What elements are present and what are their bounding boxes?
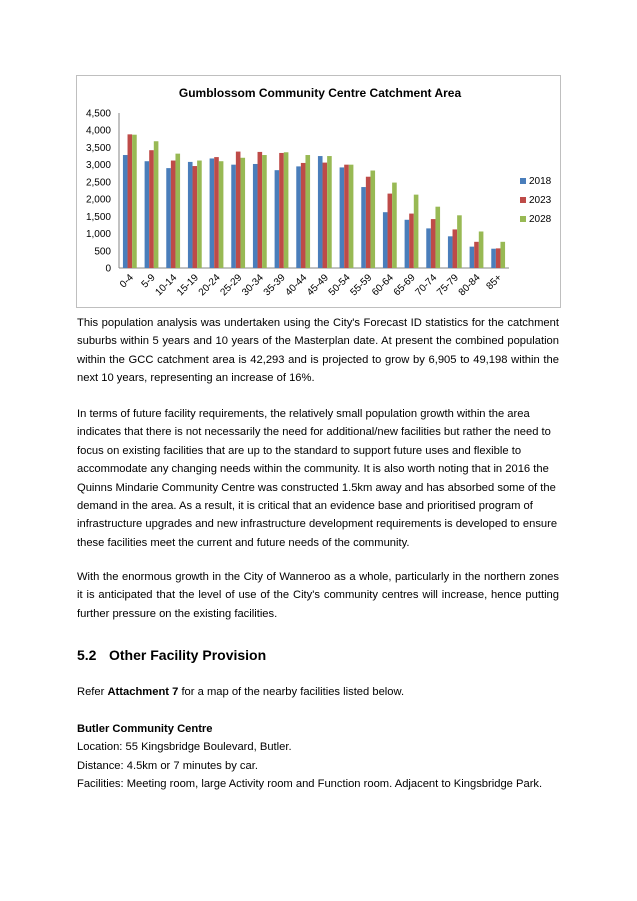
x-tick-label: 65-69	[391, 272, 418, 299]
bar	[154, 141, 159, 268]
paragraph-population-analysis: This population analysis was undertaken using the City's Forecast ID statistics for the catchment suburbs within 5 years and 10 years of the Masterplan date. At present the combined population within the GCC catchment area is 42,293 and is projected to grow by 6,905 to 49,198 within the next 10 years, representing an increase of 16%.	[77, 317, 559, 385]
x-tick-label: 35-39	[261, 272, 288, 299]
bar	[301, 163, 306, 268]
section-heading	[77, 647, 266, 663]
x-tick-label: 20-24	[196, 272, 223, 299]
bar	[426, 228, 431, 268]
bar	[262, 155, 267, 268]
bar	[435, 207, 440, 268]
legend-label: 2023	[529, 195, 552, 206]
bar	[171, 161, 176, 268]
y-tick-label: 0	[105, 263, 111, 275]
bar	[361, 187, 366, 268]
refer-prefix: Refer	[77, 686, 108, 698]
x-tick-label: 80-84	[456, 272, 483, 299]
x-tick-label: 30-34	[240, 272, 266, 299]
bar	[470, 247, 475, 268]
bar	[231, 165, 236, 268]
bar	[236, 152, 241, 268]
facility-location: Location: 55 Kingsbridge Boulevard, Butler.	[77, 741, 292, 754]
bar	[210, 158, 215, 268]
bar	[383, 212, 388, 268]
y-tick-label: 2,500	[85, 177, 111, 189]
x-tick-label: 50-54	[326, 272, 353, 299]
bar	[500, 242, 505, 268]
bar	[275, 170, 280, 268]
bar	[496, 248, 501, 268]
bar	[188, 162, 193, 268]
legend-swatch	[520, 197, 526, 203]
bar	[366, 177, 371, 268]
facility-entry	[77, 720, 542, 794]
paragraph-facility-requirements: In terms of future facility requirements, the relatively small population growth within the area indicates that there is not necessarily the need for additional/new facilities but rather the need to focus on existing facilities that are up to the standard to support future uses and flexible to accommodate any changing needs within the community. It is also worth noting that in 2016 the Quinns Mindarie Community Centre was constructed 1.5km away and has absorbed some of the demand in the area. As a result, it is critical that an evidence base and prioritised program of infrastructure upgrades and new infrastructure development requirements is developed to ensure these facilities meet the current and future needs of the community.	[77, 408, 558, 549]
bar	[479, 231, 484, 268]
bar	[344, 165, 349, 268]
chart-title: Gumblossom Community Centre Catchment Area	[178, 86, 462, 100]
bar	[214, 157, 219, 268]
y-tick-label: 3,000	[85, 160, 111, 172]
x-tick-label: 70-74	[413, 272, 440, 299]
section-number: 5.2	[77, 647, 97, 663]
bar	[279, 153, 284, 268]
bar	[474, 242, 479, 268]
y-tick-label: 4,000	[85, 125, 111, 137]
bar	[409, 214, 414, 268]
bar	[323, 163, 328, 268]
population-bar-chart	[77, 76, 562, 309]
bar	[166, 168, 171, 268]
bar	[388, 194, 393, 268]
x-tick-label: 45-49	[305, 272, 331, 299]
legend-swatch	[520, 178, 526, 184]
y-tick-label: 500	[94, 246, 111, 258]
bar	[349, 165, 354, 268]
paragraph-growth: With the enormous growth in the City of Wanneroo as a whole, particularly in the northern zones it is anticipated that the level of use of the City's community centres will increase, hence putting further pressure on the existing facilities.	[77, 571, 559, 620]
x-tick-label: 40-44	[283, 272, 310, 299]
legend-label: 2028	[529, 214, 552, 225]
bar	[448, 236, 453, 268]
bar	[253, 164, 258, 268]
legend-label: 2018	[529, 176, 552, 187]
bar	[240, 158, 245, 268]
bar	[327, 156, 332, 268]
section-title: Other Facility Provision	[109, 647, 267, 663]
x-tick-label: 10-14	[153, 272, 180, 299]
y-tick-label: 4,500	[85, 108, 111, 120]
x-tick-label: 15-19	[175, 272, 201, 299]
population-chart	[76, 75, 561, 308]
bar	[340, 167, 345, 268]
bar	[197, 161, 202, 268]
x-tick-label: 85+	[484, 272, 505, 293]
bar	[457, 215, 462, 268]
x-tick-label: 25-29	[218, 272, 245, 299]
bar	[414, 195, 419, 268]
bar	[128, 134, 133, 268]
x-tick-label: 75-79	[435, 272, 461, 299]
bar	[123, 155, 128, 268]
y-tick-label: 1,500	[85, 211, 111, 223]
bar	[175, 154, 180, 268]
bar	[370, 171, 375, 268]
refer-suffix: for a map of the nearby facilities listed below.	[178, 686, 405, 698]
bar	[491, 249, 496, 268]
x-tick-label: 0-4	[117, 272, 136, 291]
y-tick-label: 1,000	[85, 229, 111, 241]
bar	[296, 166, 301, 268]
bar	[132, 135, 137, 268]
legend-swatch	[520, 216, 526, 222]
facility-distance: Distance: 4.5km or 7 minutes by car.	[77, 759, 258, 772]
bar	[284, 152, 289, 268]
bar	[405, 220, 410, 268]
y-tick-label: 2,000	[85, 194, 111, 206]
x-tick-label: 5-9	[139, 272, 158, 291]
bar	[318, 156, 323, 268]
bar	[149, 150, 154, 268]
bar	[219, 161, 224, 268]
facility-name: Butler Community Centre	[77, 723, 213, 735]
facility-list: Facilities: Meeting room, large Activity room and Function room. Adjacent to Kingsbridge Park.	[77, 778, 543, 791]
x-tick-label: 60-64	[370, 272, 396, 299]
bar	[258, 152, 263, 268]
bar	[145, 161, 150, 268]
y-tick-label: 3,500	[85, 142, 111, 154]
attachment-reference: Attachment 7	[107, 686, 179, 698]
bar	[193, 166, 198, 268]
bar	[392, 183, 397, 268]
bar	[431, 219, 436, 268]
refer-attachment-line	[77, 683, 559, 701]
x-tick-label: 55-59	[348, 272, 375, 299]
bar	[453, 229, 458, 268]
bar	[305, 155, 310, 268]
